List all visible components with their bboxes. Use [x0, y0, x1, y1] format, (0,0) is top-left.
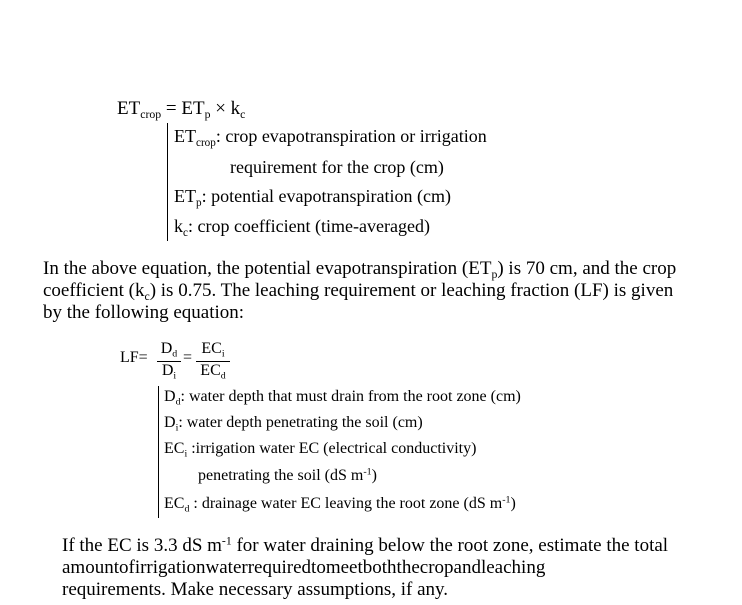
paragraph-2-word: the — [396, 557, 420, 578]
definition-et-crop-continuation: requirement for the crop (cm) — [230, 157, 444, 177]
definition-dd: $D_d$: water depth that must drain from the root zone (cm) — [164, 388, 521, 408]
definition-kc: $k_c$: crop coefficient (time-averaged) — [174, 216, 430, 239]
definition-di: $D_i$: water depth penetrating the soil (cm) — [164, 414, 423, 434]
definitions-1-bracket — [167, 123, 168, 241]
paragraph-2-word: water — [205, 557, 248, 578]
fraction-d-denominator: $D_i$ — [161, 362, 177, 382]
fraction-d-numerator: $D_d$ — [160, 340, 178, 360]
fraction-ec-numerator: $EC_i$ — [201, 340, 225, 360]
definitions-2-bracket — [158, 386, 159, 518]
paragraph-2-word: of — [119, 557, 135, 578]
equation-2-lhs: LF= — [120, 349, 148, 366]
paragraph-2-line-3: requirements. Make necessary assumptions, if any. — [62, 579, 449, 600]
fraction-ec-denominator: $EC_d$ — [200, 362, 226, 382]
paragraph-1-line-2: coefficient $(k_c)$ is 0.75. The leaching requirement or leaching fraction (LF) is given — [43, 280, 674, 304]
paragraph-2-word: meet — [325, 557, 363, 578]
equation-2-equals: = — [183, 349, 193, 366]
eq1-rhs-a: $ET_p$ — [181, 98, 211, 122]
paragraph-2-line-2 — [62, 557, 697, 579]
paragraph-2-word: crop — [419, 557, 454, 578]
paragraph-2-line-1: If the EC is 3.3 dS $m^{-1}$ for water draining below the root zone, estimate the total — [62, 534, 669, 556]
eq1-equals: = — [165, 98, 177, 119]
definition-et-p: $ET_p$: potential evapotranspiration (cm) — [174, 186, 451, 209]
eq1-lhs: $ET_{crop}$ — [117, 98, 162, 122]
paragraph-2-word: and — [453, 557, 481, 578]
equation-1 — [117, 98, 245, 120]
paragraph-2-word: to — [311, 557, 326, 578]
paragraph-2 — [62, 535, 697, 601]
definition-eci: $EC_i$ :irrigation water EC (electrical conductivity) — [164, 440, 477, 460]
eq1-times: × — [215, 98, 226, 119]
definition-eci-continuation: penetrating the soil (dS $m^{-1}$) — [198, 466, 377, 484]
paragraph-2-word: leaching — [480, 557, 546, 578]
fraction-d — [157, 340, 181, 384]
definition-ecd: $EC_d$ : drainage water EC leaving the root zone (dS $m^{-1}$) — [164, 494, 516, 515]
paragraph-2-word: required — [247, 557, 312, 578]
paragraph-2-word: both — [362, 557, 397, 578]
paragraph-2-word: irrigation — [134, 557, 206, 578]
paragraph-1-line-3: by the following equation: — [43, 302, 245, 323]
fraction-ec — [194, 340, 232, 384]
paragraph-1 — [43, 258, 697, 324]
eq1-rhs-b: $k_c$ — [230, 98, 246, 122]
paragraph-2-word: amount — [62, 557, 119, 578]
paragraph-1-line-1: In the above equation, the potential evapotranspiration $(ET_p)$ is 70 cm, and the crop — [43, 258, 677, 282]
definition-et-crop: $ET_{crop}$: crop evapotranspiration or irrigation — [174, 126, 487, 149]
